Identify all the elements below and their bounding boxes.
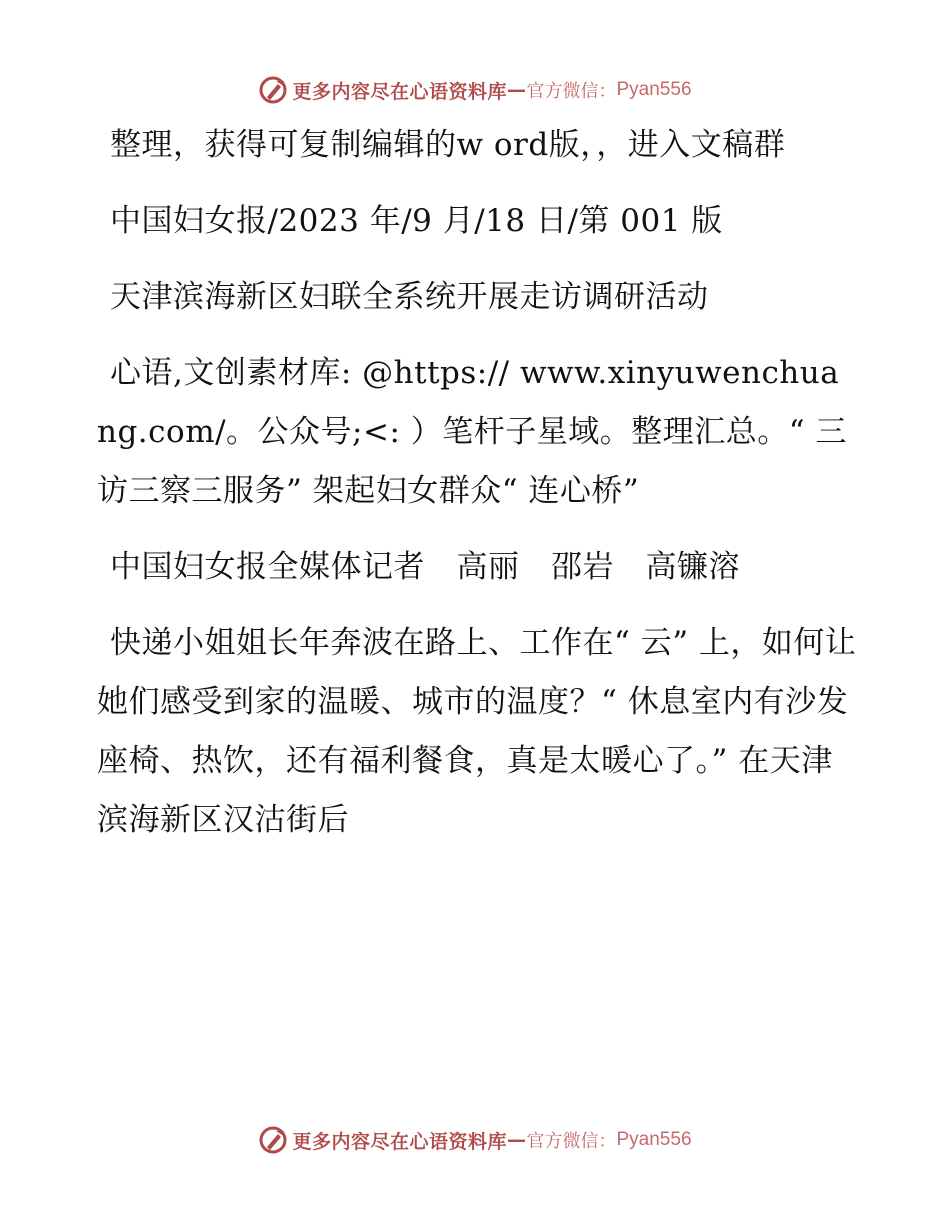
header-wechat-handle: Pyan556 <box>616 79 692 100</box>
header-wechat-label: 官方微信： <box>526 81 617 102</box>
header-dash: — <box>507 79 527 101</box>
header-slogan: 更多内容尽在心语资料库 <box>292 80 507 103</box>
paragraph-intro: 整理，获得可复制编辑的w ord版，，进入文稿群 <box>110 127 786 163</box>
paragraph-source: 中国妇女报/2023 年/9 月/18 日/第 001 版 <box>110 203 723 239</box>
paragraph-subheadline: 心语,文创素材库: @https:// www.xinyuwenchuang.com/。公众号;<: ）笔杆子星域。整理汇总。“ 三访三察三服务” 架起妇女群众“ 连心桥” <box>97 355 847 509</box>
paragraph-headline: 天津滨海新区妇联全系统开展走访调研活动 <box>110 279 709 315</box>
footer-slogan: 更多内容尽在心语资料库 <box>292 1130 507 1153</box>
paragraph-byline: 中国妇女报全媒体记者 高丽 邵岩 高镰溶 <box>110 549 740 585</box>
header-banner <box>0 70 950 110</box>
footer-wechat-label: 官方微信： <box>526 1131 617 1152</box>
pen-logo-icon <box>258 1125 288 1155</box>
pen-logo-icon <box>258 75 288 105</box>
footer-wechat-handle: Pyan556 <box>616 1129 692 1150</box>
footer-dash: — <box>507 1129 527 1151</box>
footer-banner <box>0 1120 950 1160</box>
document-body <box>97 116 857 867</box>
paragraph-body: 快递小姐姐长年奔波在路上、工作在“ 云” 上，如何让她们感受到家的温暖、城市的温度？“ 休息室内有沙发座椅、热饮，还有福利餐食，真是太暖心了。” 在天津滨海新区汉沽街后 <box>97 625 857 838</box>
